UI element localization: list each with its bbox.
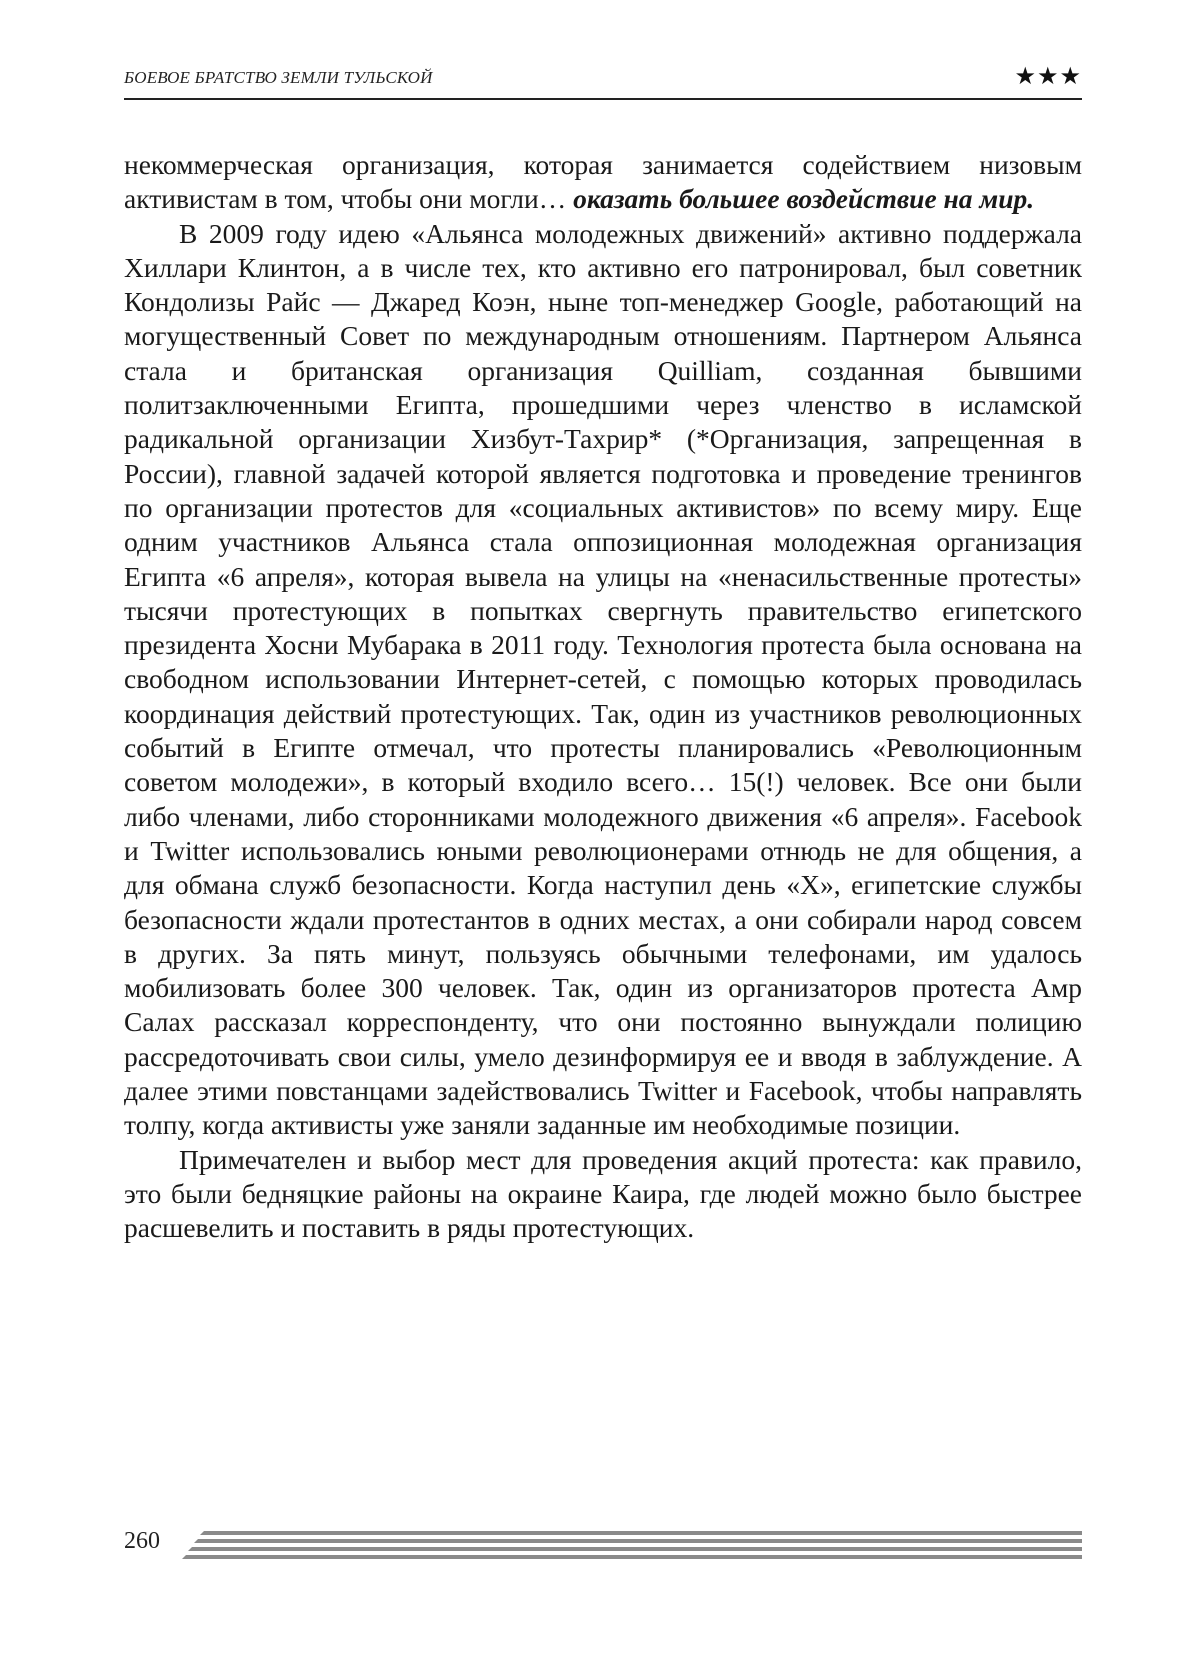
page-footer — [124, 1526, 1082, 1576]
page-header — [124, 62, 1082, 102]
footer-stripe — [182, 1555, 1082, 1559]
paragraph-3: Примечателен и выбор мест для проведения акций протеста: как правило, это были бедняцкие районы на окраине Каира, где людей можно было быстрее расшевелить и поставить в ряды протестующих. — [124, 1143, 1082, 1244]
main-text — [124, 148, 1082, 1246]
footer-stripe — [188, 1547, 1082, 1551]
footer-stripes-ornament — [182, 1528, 1082, 1568]
paragraph-1-text: некоммерческая организация, которая занимается содействием низовым активистам в том, чтобы они могли… — [124, 149, 1082, 215]
paragraph-1 — [124, 148, 1082, 217]
header-rule — [124, 98, 1082, 100]
stars-ornament: ★★★ — [1014, 64, 1082, 90]
paragraph-2: В 2009 году идею «Альянса молодежных движений» активно поддержала Хиллари Клинтон, а в числе тех, кто активно его патронировал, был советник Кондолизы Райс — Джаред Коэн, ныне топ-менеджер Google, работающий на могущественный Совет по международным отношениям. Партнером Альянса стала и британская организация Quilliam, созданная бывшими политзаключенными Египта, прошедшими через членство в исламской радикальной организации Хизбут-Тахрир* (*Организация, запрещенная в России), главной задачей которой является подготовка и проведение тренингов по организации протестов для «социальных активистов» по всему миру. Еще одним участников Альянса стала оппозиционная молодежная организация Египта «6 апреля», которая вывела на улицы на «ненасильственные протесты» тысячи протестующих в попытках свергнуть правительство египетского президента Хосни Мубарака в 2011 году. Технология протеста была основана на свободном использовании Интернет-сетей, с помощью которых проводилась координация действий протестующих. Так, один из участников революционных событий в Египте отмечал, что протесты планировались «Революционным советом молодежи», в который входило всего… 15(!) человек. Все они были либо членами, либо сторонниками молодежного движения «6 апреля». Facebook и Twitter использовались юными революционерами отнюдь не для общения, а для обмана служб безопасности. Когда наступил день «Х», египетские службы безопасности ждали протестантов в одних местах, а они собирали народ совсем в других. За пять минут, пользуясь обычными телефонами, им удалось мобилизовать более 300 человек. Так, один из организаторов протеста Амр Салах рассказал корреспонденту, что они постоянно вынуждали полицию рассредоточивать свои силы, умело дезинформируя ее и вводя в заблуждение. А далее этими повстанцами задействовались Twitter и Facebook, чтобы направлять толпу, когда активисты уже заняли заданные им необходимые позиции. — [124, 217, 1082, 1141]
paragraph-1-emphasis: оказать большее воздействие на мир. — [573, 183, 1035, 215]
running-title: БОЕВОЕ БРАТСТВО ЗЕМЛИ ТУЛЬСКОЙ — [124, 68, 433, 87]
footer-stripe — [200, 1531, 1082, 1535]
page-number: 260 — [124, 1528, 160, 1554]
footer-stripe — [194, 1539, 1082, 1543]
